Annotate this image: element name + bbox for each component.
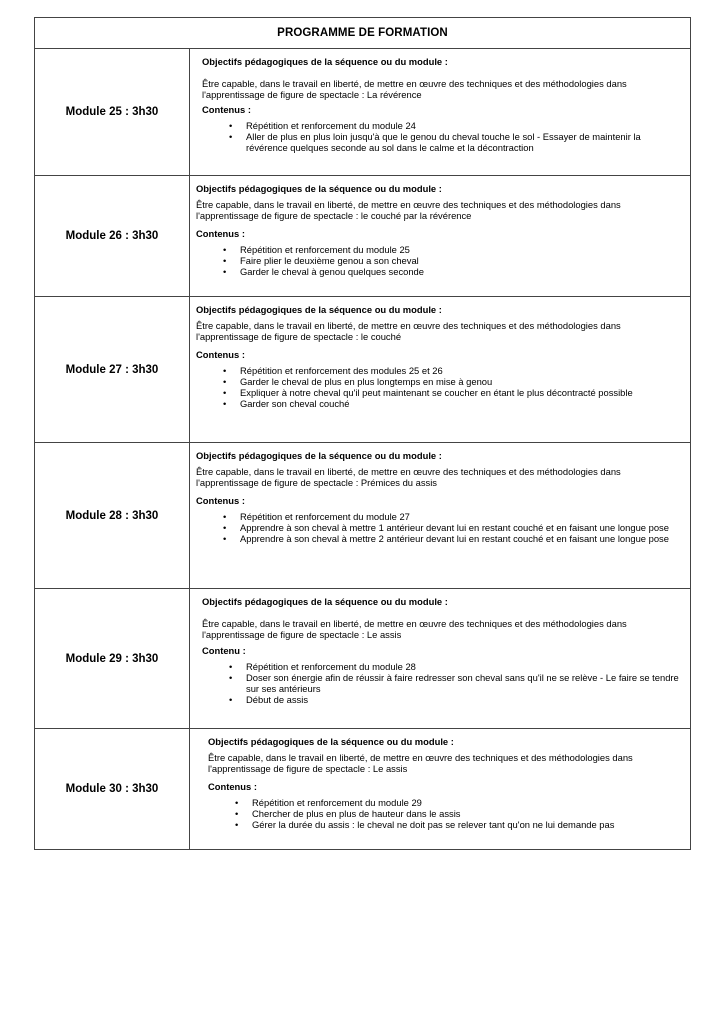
objectives-text: Être capable, dans le travail en liberté, de mettre en œuvre des techniques et des méthodologies dans l'apprentissage de figure de spectacle : le couché par la révérence [196,199,621,221]
list-item: • Apprendre à son cheval à mettre 1 antérieur devant lui en restant couché et en faisant une longue pose [196,522,684,533]
module-row [35,49,691,176]
objectives-text: Être capable, dans le travail en liberté, de mettre en œuvre des techniques et des méthodologies dans l'apprentissage de figure de spectacle : le couché [196,320,621,342]
objectives-text: Être capable, dans le travail en liberté, de mettre en œuvre des techniques et des méthodologies dans l'apprentissage de figure de spectacle : La révérence [202,78,627,100]
list-item: • Répétition et renforcement du module 29 [208,797,684,808]
document-title: PROGRAMME DE FORMATION [35,18,691,49]
objectives-heading: Objectifs pédagogiques de la séquence ou du module : [196,183,442,194]
contents-list [208,797,684,830]
list-item: • Répétition et renforcement des modules 25 et 26 [196,365,676,376]
contents-list [196,511,684,544]
objectives-text: Être capable, dans le travail en liberté, de mettre en œuvre des techniques et des méthodologies dans l'apprentissage de figure de spectacle : Le assis [202,618,627,640]
list-item: • Chercher de plus en plus de hauteur dans le assis [208,808,684,819]
list-item: • Répétition et renforcement du module 28 [202,661,684,672]
module-details [190,729,691,850]
list-item: • Répétition et renforcement du module 25 [196,244,676,255]
module-details [190,49,691,176]
objectives-heading: Objectifs pédagogiques de la séquence ou du module : [196,304,442,315]
objectives-heading: Objectifs pédagogiques de la séquence ou du module : [208,736,454,747]
objectives-heading: Objectifs pédagogiques de la séquence ou du module : [196,450,442,461]
training-program-table [34,17,691,850]
list-item: • Gérer la durée du assis : le cheval ne doit pas se relever tant qu'on ne lui demande pas [208,819,684,830]
list-item: • Aller de plus en plus loin jusqu'à que le genou du cheval touche le sol - Essayer de maintenir la révérence quelques seconde au sol dans le calme et la décontraction [202,131,676,153]
module-name: Module 27 : 3h30 [35,297,190,443]
module-details [190,176,691,297]
objectives-text: Être capable, dans le travail en liberté, de mettre en œuvre des techniques et des méthodologies dans l'apprentissage de figure de spectacle : Le assis [208,752,633,774]
list-item: • Doser son énergie afin de réussir à faire redresser son cheval sans qu'il ne se relève - Le faire se tendre sur ses antérieurs [202,672,684,694]
contents-heading: Contenu : [202,645,246,656]
list-item: • Faire plier le deuxième genou a son cheval [196,255,676,266]
module-details [190,443,691,589]
contents-heading: Contenus : [196,228,245,239]
list-item: • Garder son cheval couché [196,398,676,409]
module-details [190,589,691,729]
module-name: Module 25 : 3h30 [35,49,190,176]
module-row [35,589,691,729]
module-name: Module 26 : 3h30 [35,176,190,297]
objectives-heading: Objectifs pédagogiques de la séquence ou du module : [202,56,448,67]
module-details [190,297,691,443]
contents-list [196,244,676,277]
module-name: Module 29 : 3h30 [35,589,190,729]
module-row [35,297,691,443]
table-title-row [35,18,691,49]
contents-heading: Contenus : [196,349,245,360]
list-item: • Répétition et renforcement du module 24 [202,120,676,131]
contents-list [202,661,684,705]
contents-heading: Contenus : [196,495,245,506]
module-name: Module 28 : 3h30 [35,443,190,589]
module-name: Module 30 : 3h30 [35,729,190,850]
contents-list [202,120,676,153]
module-row [35,729,691,850]
module-row [35,443,691,589]
list-item: • Garder le cheval à genou quelques seconde [196,266,676,277]
objectives-text: Être capable, dans le travail en liberté, de mettre en œuvre des techniques et des méthodologies dans l'apprentissage de figure de spectacle : Prémices du assis [196,466,621,488]
list-item: • Début de assis [202,694,684,705]
module-row [35,176,691,297]
list-item: • Répétition et renforcement du module 27 [196,511,684,522]
objectives-heading: Objectifs pédagogiques de la séquence ou du module : [202,596,448,607]
contents-heading: Contenus : [208,781,257,792]
list-item: • Garder le cheval de plus en plus longtemps en mise à genou [196,376,676,387]
contents-list [196,365,676,409]
list-item: • Expliquer à notre cheval qu'il peut maintenant se coucher en étant le plus décontracté possible [196,387,676,398]
contents-heading: Contenus : [202,104,251,115]
list-item: • Apprendre à son cheval à mettre 2 antérieur devant lui en restant couché et en faisant une longue pose [196,533,684,544]
